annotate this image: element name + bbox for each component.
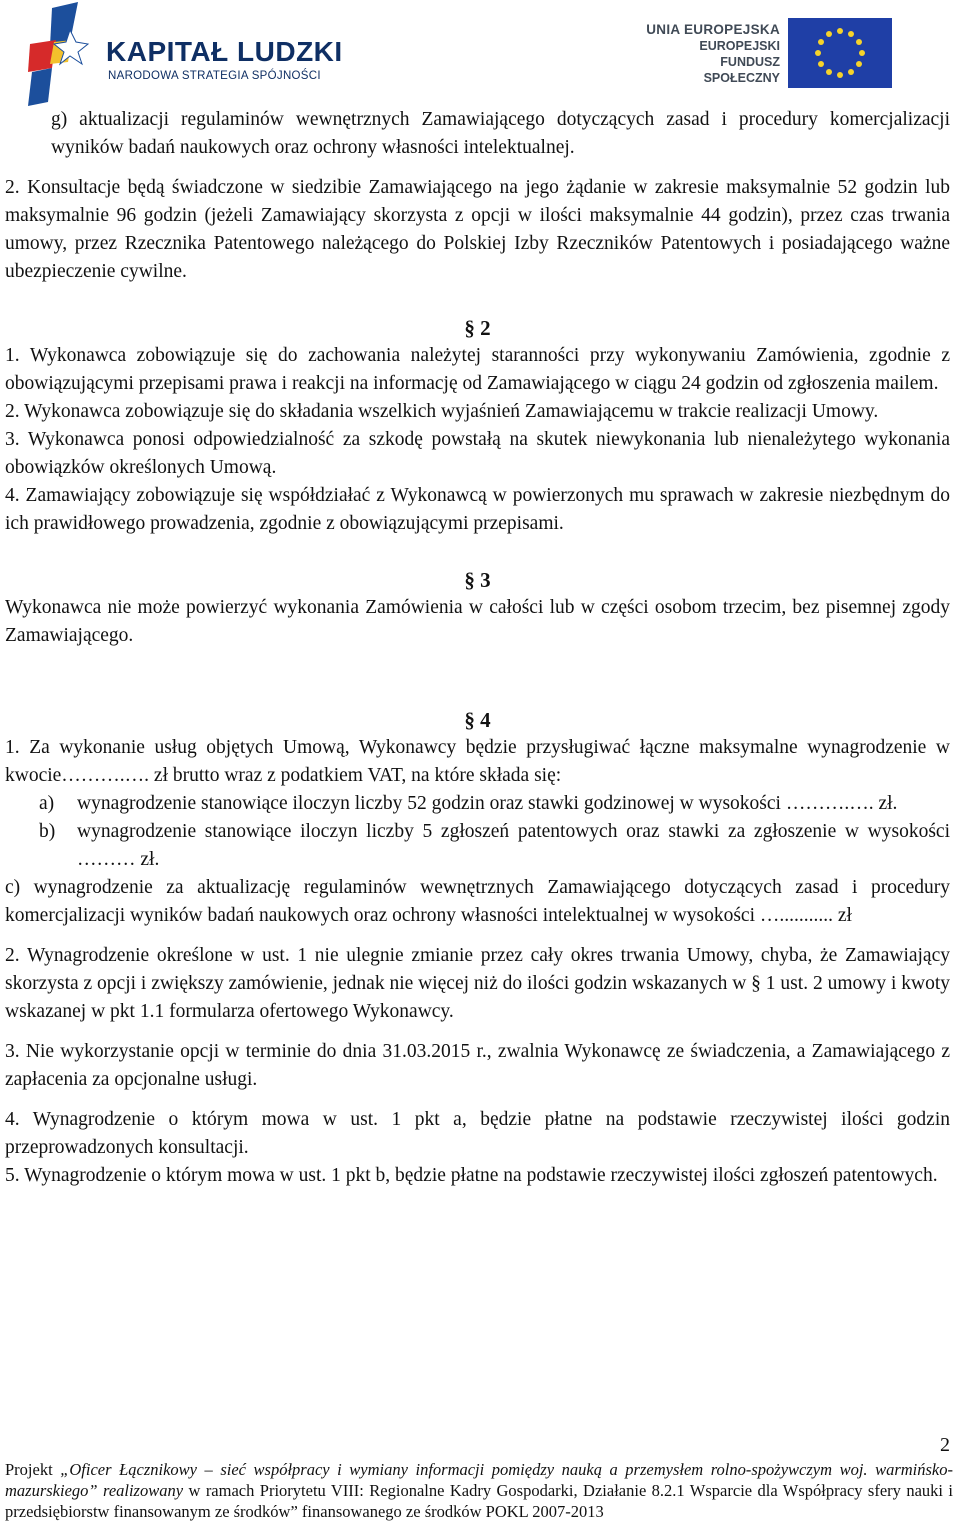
kapital-ludzki-title: KAPITAŁ LUDZKI <box>106 36 343 67</box>
section-4-paragraph-3: 3. Nie wykorzystanie opcji w terminie do dnia 31.03.2015 r., zwalnia Wykonawcę ze świadczenia, a Zamawiającego z zapłacenia za opcjonalne usługi. <box>5 1041 950 1090</box>
kapital-ludzki-logo <box>22 2 343 106</box>
section-4-item-c: c) wynagrodzenie za aktualizację regulaminów wewnętrznych Zamawiającego dotyczących zasad i procedury komercjalizacji wyników badań naukowych oraz ochrony własności intelektualnej w wysokości …........... zł <box>5 877 950 926</box>
section-2-heading: § 2 <box>464 316 491 340</box>
eu-line-1: UNIA EUROPEJSKA <box>646 22 780 37</box>
item-a-text: wynagrodzenie stanowiące iloczyn liczby 52 godzin oraz stawki godzinowej w wysokości ……….…. zł. <box>77 793 898 814</box>
page-number: 2 <box>940 1434 950 1456</box>
footer-project-title: „Oficer Łącznikowy – sieć współpracy i wymiany informacji pomiędzy nauką a przemysłem rolno-spożywczym woj. warmińsko-mazurskiego” realizowany <box>5 1460 953 1500</box>
section-3-text: Wykonawca nie może powierzyć wykonania Zamówienia w całości lub w części osobom trzecim, bez pisemnej zgody Zamawiającego. <box>5 597 950 646</box>
section-4-paragraph-1: 1. Za wykonanie usług objętych Umową, Wykonawcy będzie przysługiwać łączne maksymalne wynagrodzenie w kwocie……….…. zł brutto wraz z podatkiem VAT, na które składa się: <box>5 737 950 786</box>
paragraph-2: 2. Konsultacje będą świadczone w siedzibie Zamawiającego na jego żądanie w zakresie maksymalnie 52 godzin lub maksymalnie 96 godzin (jeżeli Zamawiający skorzysta z opcji w ilości maksymalnie 44 godzin), przez czas trwania umowy, przez Rzecznika Patentowego należącego do Polskiej Izby Rzeczników Patentowych i posiadającego ważne ubezpieczenie cywilne. <box>5 177 950 282</box>
item-b-label: b) <box>39 821 56 842</box>
item-a-label: a) <box>39 793 55 814</box>
item-b-text: wynagrodzenie stanowiące iloczyn liczby 5 zgłoszeń patentowych oraz stawki za zgłoszenie w wysokości ……… zł. <box>77 821 950 870</box>
section-4-paragraph-4: 4. Wynagrodzenie o którym mowa w ust. 1 pkt a, będzie płatne na podstawie rzeczywistej ilości godzin przeprowadzonych konsultacji. <box>5 1109 950 1158</box>
eu-line-3: FUNDUSZ SPOŁECZNY <box>703 55 780 85</box>
footer <box>5 1459 953 1522</box>
item-g: g) aktualizacji regulaminów wewnętrznych Zamawiającego dotyczących zasad i procedury komercjalizacji wyników badań naukowych oraz ochrony własności intelektualnej. <box>51 109 950 158</box>
section-4-paragraph-5: 5. Wynagrodzenie o którym mowa w ust. 1 pkt b, będzie płatne na podstawie rzeczywistej ilości zgłoszeń patentowych. <box>5 1165 938 1186</box>
footer-rest: w ramach Priorytetu VIII: Regionalne Kadry Gospodarki, Działanie 8.2.1 Wsparcie dla Współpracy sfery nauki i przedsiębiorstw finansowanym ze środków” finansowanego ze środków POKL 2007-2013 <box>5 1481 953 1521</box>
section-4-heading: § 4 <box>464 708 491 732</box>
section-4-paragraph-2: 2. Wynagrodzenie określone w ust. 1 nie ulegnie zmianie przez cały okres trwania Umowy, chyba, że Zamawiający skorzysta z opcji i zwiększy zamówienie, jednak nie więcej niż do ilości godzin wskazanych w § 1 ust. 2 umowy i kwoty wskazanej w pkt 1.1 formularza ofertowego Wykonawcy. <box>5 945 950 1022</box>
section-4-item-a <box>5 790 950 818</box>
section-2-item-2: 2. Wykonawca zobowiązuje się do składania wszelkich wyjaśnień Zamawiającemu w trakcie realizacji Umowy. <box>5 401 879 422</box>
kapital-ludzki-flag-icon <box>22 2 100 106</box>
eu-line-2: EUROPEJSKI <box>699 39 780 53</box>
eu-text <box>642 22 780 86</box>
section-2-item-3: 3. Wykonawca ponosi odpowiedzialność za szkodę powstałą na skutek niewykonania lub nienależytego wykonania obowiązków określonych Umową. <box>5 429 950 478</box>
section-4-item-b <box>5 818 950 874</box>
document-body <box>5 106 950 1190</box>
section-3-heading: § 3 <box>464 568 491 592</box>
section-2-item-1: 1. Wykonawca zobowiązuje się do zachowania należytej staranności przy wykonywaniu Zamówienia, zgodnie z obowiązującymi przepisami prawa i reakcji na informację od Zamawiającego w ciągu 24 godzin od zgłoszenia mailem. <box>5 345 950 394</box>
footer-prefix: Projekt <box>5 1460 61 1479</box>
eu-logo <box>642 18 902 88</box>
section-2-item-4: 4. Zamawiający zobowiązuje się współdziałać z Wykonawcą w powierzonych mu sprawach w zakresie niezbędnym do ich prawidłowego prowadzenia, zgodnie z obowiązującymi przepisami. <box>5 485 950 534</box>
footer-text <box>5 1459 953 1522</box>
kapital-ludzki-subtitle: NARODOWA STRATEGIA SPÓJNOŚCI <box>108 70 321 82</box>
eu-flag-icon <box>788 18 892 88</box>
